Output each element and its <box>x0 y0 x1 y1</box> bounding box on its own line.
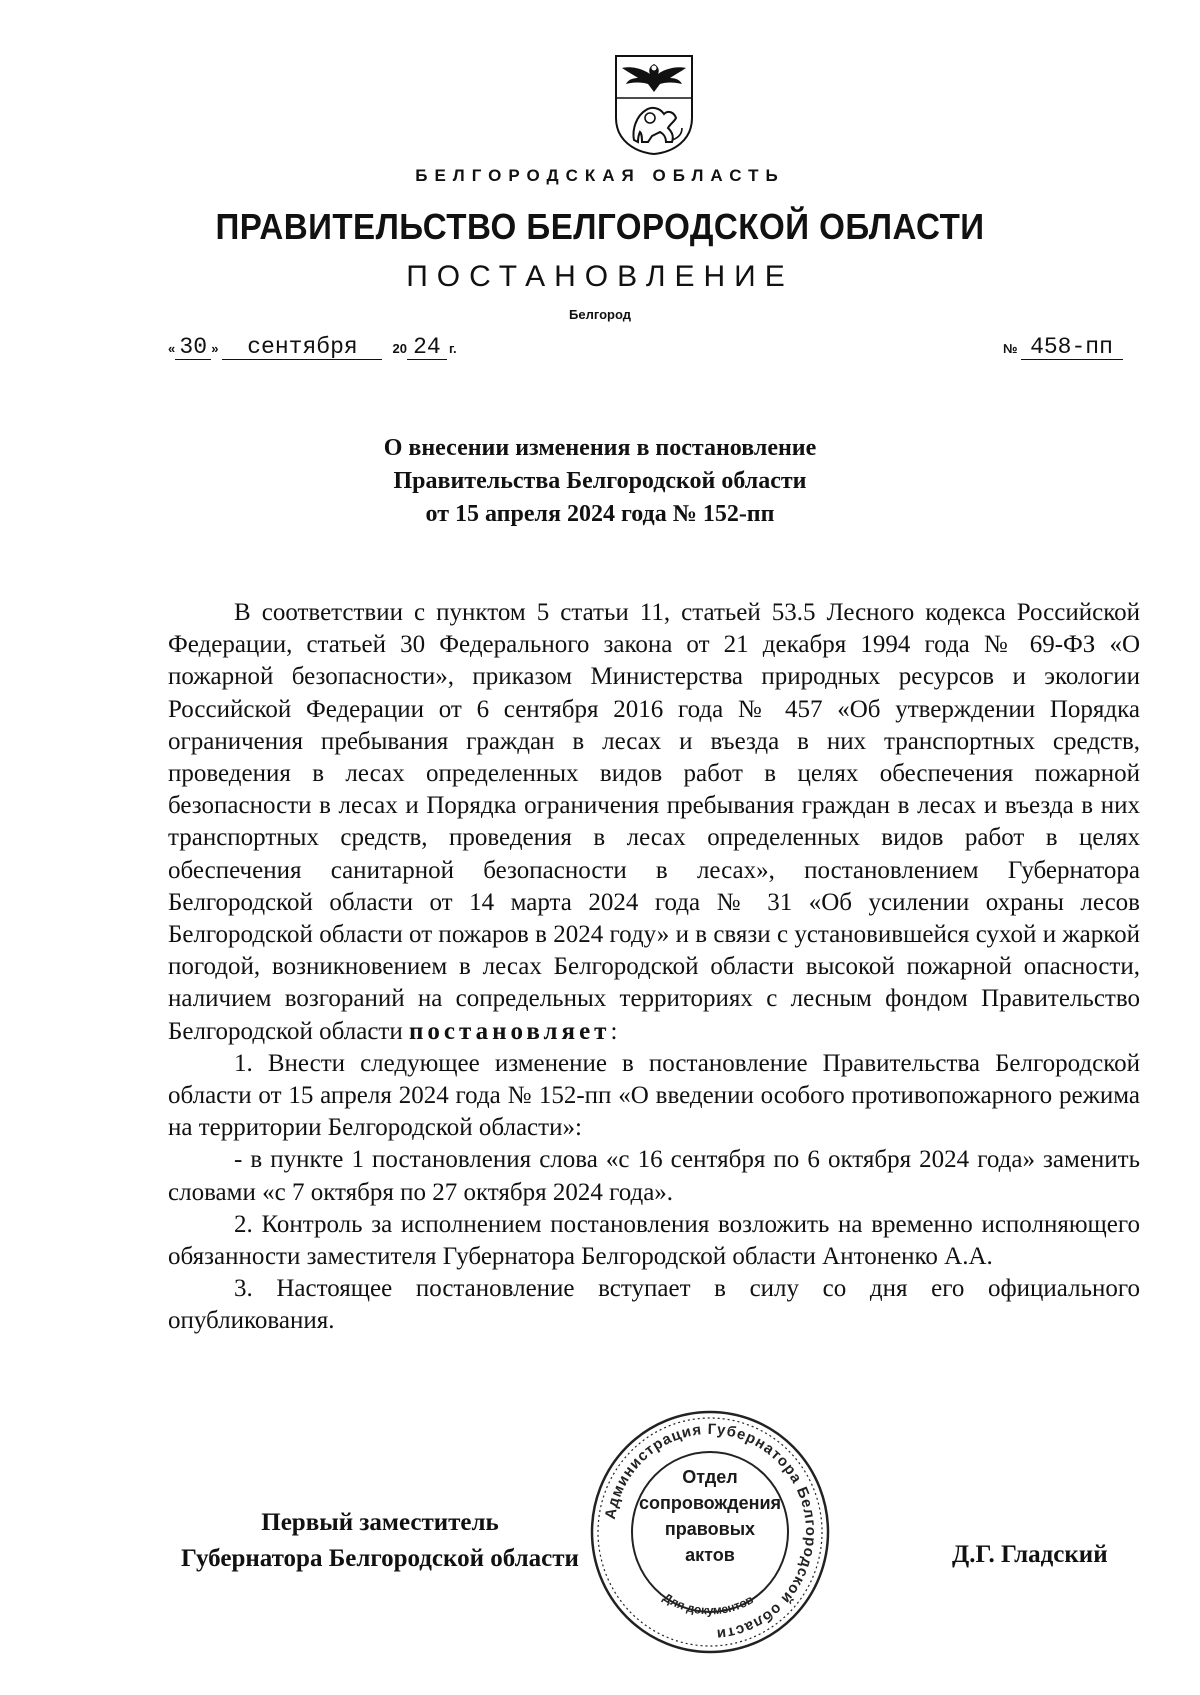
government-title: ПРАВИТЕЛЬСТВО БЕЛГОРОДСКОЙ ОБЛАСТИ <box>215 206 985 247</box>
document-number <box>1003 335 1123 360</box>
number-value: 458-пп <box>1021 335 1123 360</box>
signatory-name: Д.Г. Гладский <box>952 1541 1108 1568</box>
stamp-center-line-2: сопровождения <box>638 1493 782 1513</box>
stamp-bottom-text: Для документов <box>660 1590 756 1618</box>
document-body <box>168 597 1140 1338</box>
document-subject <box>0 432 1200 531</box>
date-year-mark: г. <box>448 341 457 356</box>
stamp-ring-text: Администрация Губернатора Белгородской области <box>601 1420 820 1643</box>
resolves-word: постановляет <box>408 1017 611 1045</box>
subject-line-3: от 15 апреля 2024 года № 152-пп <box>425 501 775 527</box>
stamp-center-line-1: Отдел <box>682 1467 738 1487</box>
date-month: сентября <box>222 335 382 360</box>
preamble-paragraph <box>168 597 1140 1048</box>
region-label: БЕЛГОРОДСКАЯ ОБЛАСТЬ <box>415 166 785 185</box>
date-line <box>168 335 457 365</box>
signatory-title <box>160 1505 600 1577</box>
stamp-center <box>630 1464 790 1568</box>
resolves-colon: : <box>610 1017 618 1045</box>
subject-line-2: Правительства Белгородской области <box>393 468 807 494</box>
stamp-center-line-4: актов <box>685 1545 735 1565</box>
signatory-title-line-1: Первый заместитель <box>261 1509 499 1536</box>
svg-text:Для документов <box>661 1590 756 1617</box>
date-year-prefix: 20 <box>392 341 407 356</box>
stamp-center-line-3: правовых <box>664 1519 756 1539</box>
document-type: ПОСТАНОВЛЕНИЕ <box>406 260 794 293</box>
number-label: № <box>1003 341 1018 356</box>
coat-of-arms-emblem <box>612 52 696 156</box>
subject-line-1: О внесении изменения в постановление <box>383 435 817 461</box>
item-3: 3. Настоящее постановление вступает в силу со дня его официального опубликования. <box>168 1275 1140 1335</box>
item-2: 2. Контроль за исполнением постановления возложить на временно исполняющего обязанности заместителя Губернатора Белгородской области Антоненко А.А. <box>168 1210 1140 1271</box>
item-1: 1. Внести следующее изменение в постановление Правительства Белгородской области от 15 апреля 2024 года № 152-пп «О введении особого противопожарного режима на территории Белгородской области»: <box>168 1049 1140 1142</box>
date-close-quote: » <box>211 341 219 356</box>
date-day: 30 <box>175 335 211 360</box>
item-1-sub: - в пункте 1 постановления слова «с 16 сентября по 6 октября 2024 года» заменить словами «с 7 октября по 27 октября 2024 года». <box>168 1146 1140 1206</box>
date-open-quote: « <box>168 341 176 356</box>
signatory-title-line-2: Губернатора Белгородской области <box>181 1545 579 1572</box>
date-year-suffix: 24 <box>407 335 447 360</box>
city-label: Белгород <box>569 307 631 322</box>
preamble-text: В соответствии с пунктом 5 статьи 11, статьей 53.5 Лесного кодекса Российской Федерации, статьей 30 Федерального закона от 21 декабря 1994 года № 69-ФЗ «О пожарной безопасности», приказом Министерства природных ресурсов и экологии Российской Федерации от 6 сентября 2016 года № 457 «Об утверждении Порядка ограничения пребывания граждан в лесах и въезда в них транспортных средств, проведения в лесах определенных видов работ в целях обеспечения пожарной безопасности в лесах и Порядка ограничения пребывания граждан в лесах и въезда в них транспортных средств, проведения в лесах определенных видов работ в целях обеспечения санитарной безопасности в лесах», постановлением Губернатора Белгородской области от 14 марта 2024 года № 31 «Об усилении охраны лесов Белгородской области от пожаров в 2024 году» и в связи с установившейся сухой и жаркой погодой, возникновением в лесах Белгородской области высокой пожарной опасности, наличием возгораний на сопредельных территориях с лесным фондом Правительство Белгородской области <box>168 599 1140 1045</box>
